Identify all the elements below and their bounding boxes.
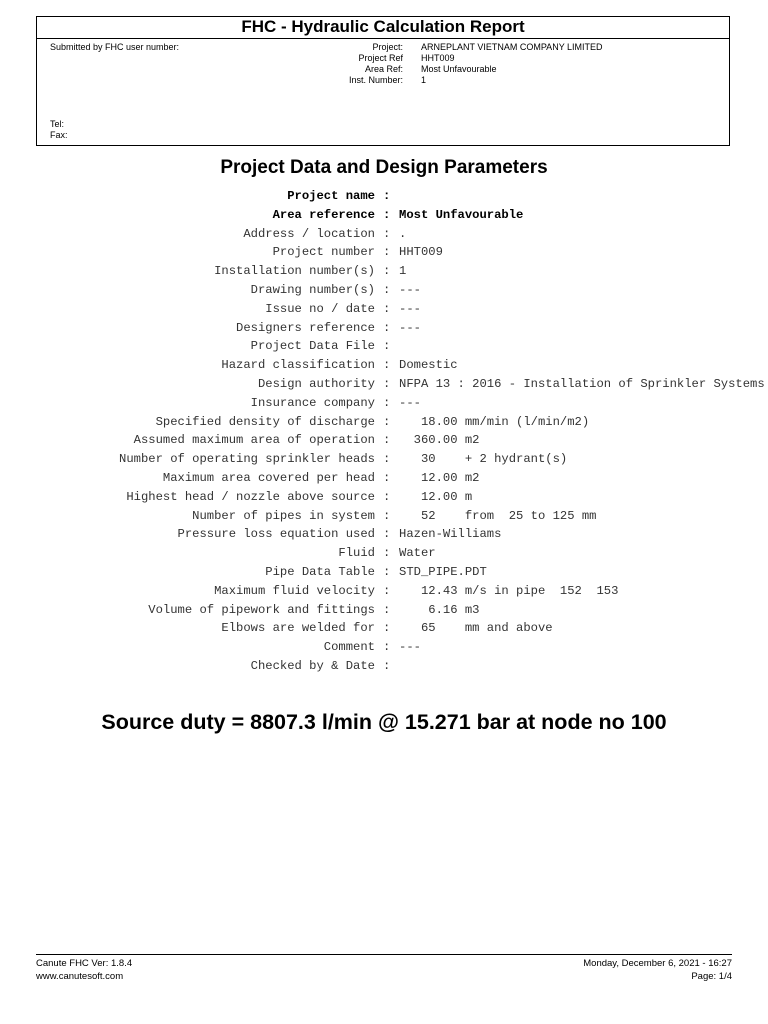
- website-link[interactable]: www.canutesoft.com: [36, 971, 124, 982]
- project-meta-labels: [237, 42, 403, 86]
- parameter-row: [0, 488, 768, 507]
- parameter-value: .: [399, 226, 407, 241]
- project-label: Project:: [372, 42, 403, 52]
- parameter-row: [0, 243, 768, 262]
- parameter-label: Elbows are welded for: [221, 621, 375, 636]
- parameter-label: Area reference: [272, 207, 375, 222]
- parameter-value: ---: [399, 395, 421, 410]
- parameter-row: [0, 225, 768, 244]
- project-value: ARNEPLANT VIETNAM COMPANY LIMITED: [421, 42, 603, 52]
- parameter-label: Number of pipes in system: [192, 508, 375, 523]
- parameter-separator: :: [383, 395, 391, 410]
- parameter-label: Checked by & Date: [250, 658, 375, 673]
- parameter-value: HHT009: [399, 245, 443, 260]
- parameter-row: [0, 356, 768, 375]
- parameter-value: 12.43 m/s in pipe 152 153: [399, 583, 619, 598]
- parameter-label: Address / location: [243, 226, 375, 241]
- inst-number-label: Inst. Number:: [348, 75, 403, 85]
- parameter-label: Installation number(s): [214, 264, 375, 279]
- submitted-by-label: Submitted by FHC user number:: [50, 42, 180, 52]
- parameter-label: Issue no / date: [265, 301, 375, 316]
- report-datetime: Monday, December 6, 2021 - 16:27: [583, 958, 732, 969]
- parameter-value: ---: [399, 282, 421, 297]
- contact-info: [50, 119, 68, 141]
- parameter-separator: :: [383, 376, 391, 391]
- parameter-label: Fluid: [338, 546, 375, 561]
- parameter-separator: :: [383, 470, 391, 485]
- parameter-separator: :: [383, 564, 391, 579]
- inst-number-value: 1: [421, 75, 427, 85]
- parameter-row: [0, 413, 768, 432]
- parameter-value: 1: [399, 264, 407, 279]
- parameter-value: 52 from 25 to 125 mm: [399, 508, 597, 523]
- parameter-separator: :: [383, 489, 391, 504]
- parameter-value: 12.00 m: [399, 489, 473, 504]
- parameter-label: Pressure loss equation used: [177, 527, 375, 542]
- parameter-row: [0, 431, 768, 450]
- footer-divider: [36, 954, 732, 955]
- parameter-separator: :: [383, 207, 391, 222]
- parameter-value: ---: [399, 320, 421, 335]
- parameter-label: Drawing number(s): [250, 282, 375, 297]
- source-duty: Source duty = 8807.3 l/min @ 15.271 bar at node no 100: [101, 710, 667, 734]
- parameter-row: [0, 601, 768, 620]
- parameter-separator: :: [383, 508, 391, 523]
- area-ref-label: Area Ref:: [364, 64, 403, 74]
- parameter-label: Assumed maximum area of operation: [133, 433, 375, 448]
- parameter-label: Maximum area covered per head: [162, 470, 375, 485]
- parameter-label: Comment: [323, 640, 375, 655]
- parameter-label: Design authority: [257, 376, 375, 391]
- parameter-label: Highest head / nozzle above source: [126, 489, 375, 504]
- parameter-row: [0, 525, 768, 544]
- parameter-row: [0, 262, 768, 281]
- section-title: Project Data and Design Parameters: [220, 157, 548, 178]
- parameter-value: ---: [399, 640, 421, 655]
- parameter-value: Hazen-Williams: [399, 527, 502, 542]
- parameter-value: 12.00 m2: [399, 470, 480, 485]
- parameter-separator: :: [383, 527, 391, 542]
- parameter-row: [0, 657, 768, 676]
- parameter-separator: :: [383, 282, 391, 297]
- parameters-list: [0, 187, 768, 676]
- software-version: Canute FHC Ver: 1.8.4: [36, 958, 133, 969]
- parameter-row: [0, 469, 768, 488]
- parameter-separator: :: [383, 640, 391, 655]
- parameter-value: NFPA 13 : 2016 - Installation of Sprinkler Systems: [399, 376, 765, 391]
- parameter-value: 65 mm and above: [399, 621, 553, 636]
- parameter-row: [0, 544, 768, 563]
- parameter-separator: :: [383, 320, 391, 335]
- parameter-value: Domestic: [399, 358, 458, 373]
- report-title: FHC - Hydraulic Calculation Report: [37, 17, 729, 39]
- parameter-separator: :: [383, 452, 391, 467]
- parameter-separator: :: [383, 621, 391, 636]
- fax-label: Fax:: [50, 130, 68, 140]
- parameter-label: Insurance company: [250, 395, 375, 410]
- parameter-label: Project Data File: [250, 339, 375, 354]
- parameter-row: [0, 206, 768, 225]
- project-meta-values: [421, 42, 603, 86]
- page-number: Page: 1/4: [691, 971, 732, 982]
- parameter-label: Number of operating sprinkler heads: [119, 452, 375, 467]
- parameter-label: Designers reference: [236, 320, 375, 335]
- parameter-value: 360.00 m2: [399, 433, 480, 448]
- parameter-value: 30 + 2 hydrant(s): [399, 452, 568, 467]
- parameter-value: 6.16 m3: [399, 602, 480, 617]
- project-ref-label: Project Ref: [358, 53, 403, 63]
- parameter-label: Volume of pipework and fittings: [148, 602, 375, 617]
- project-ref-value: HHT009: [421, 53, 455, 63]
- parameter-row: [0, 507, 768, 526]
- parameter-row: [0, 375, 768, 394]
- parameter-row: [0, 582, 768, 601]
- parameter-value: Most Unfavourable: [399, 207, 524, 222]
- parameter-label: Pipe Data Table: [265, 564, 375, 579]
- parameter-row: [0, 394, 768, 413]
- parameter-separator: :: [383, 245, 391, 260]
- parameter-value: 18.00 mm/min (l/min/m2): [399, 414, 590, 429]
- parameter-separator: :: [383, 433, 391, 448]
- parameter-label: Maximum fluid velocity: [214, 583, 375, 598]
- parameter-label: Project name: [287, 189, 375, 203]
- parameter-row: [0, 563, 768, 582]
- parameter-separator: :: [383, 301, 391, 316]
- parameter-label: Hazard classification: [221, 358, 375, 373]
- tel-label: Tel:: [50, 119, 65, 129]
- parameter-row: [0, 300, 768, 319]
- parameter-separator: :: [383, 339, 391, 354]
- parameter-separator: :: [383, 602, 391, 617]
- report-header: [36, 16, 730, 146]
- parameter-separator: :: [383, 414, 391, 429]
- parameter-row: [0, 319, 768, 338]
- parameter-separator: :: [383, 546, 391, 561]
- parameter-row: [0, 187, 768, 206]
- parameter-row: [0, 638, 768, 657]
- parameter-separator: :: [383, 583, 391, 598]
- parameter-separator: :: [383, 358, 391, 373]
- area-ref-value: Most Unfavourable: [421, 64, 497, 74]
- parameter-label: Specified density of discharge: [155, 414, 375, 429]
- parameter-label: Project number: [272, 245, 375, 260]
- parameter-separator: :: [383, 189, 391, 203]
- footer-left: [36, 957, 132, 983]
- parameter-row: [0, 281, 768, 300]
- parameter-row: [0, 450, 768, 469]
- parameter-row: [0, 619, 768, 638]
- parameter-row: [0, 337, 768, 356]
- parameter-separator: :: [383, 264, 391, 279]
- parameter-separator: :: [383, 658, 391, 673]
- parameter-value: STD_PIPE.PDT: [399, 564, 487, 579]
- footer-right: [583, 957, 732, 983]
- parameter-value: ---: [399, 301, 421, 316]
- parameter-separator: :: [383, 226, 391, 241]
- parameter-value: Water: [399, 546, 436, 561]
